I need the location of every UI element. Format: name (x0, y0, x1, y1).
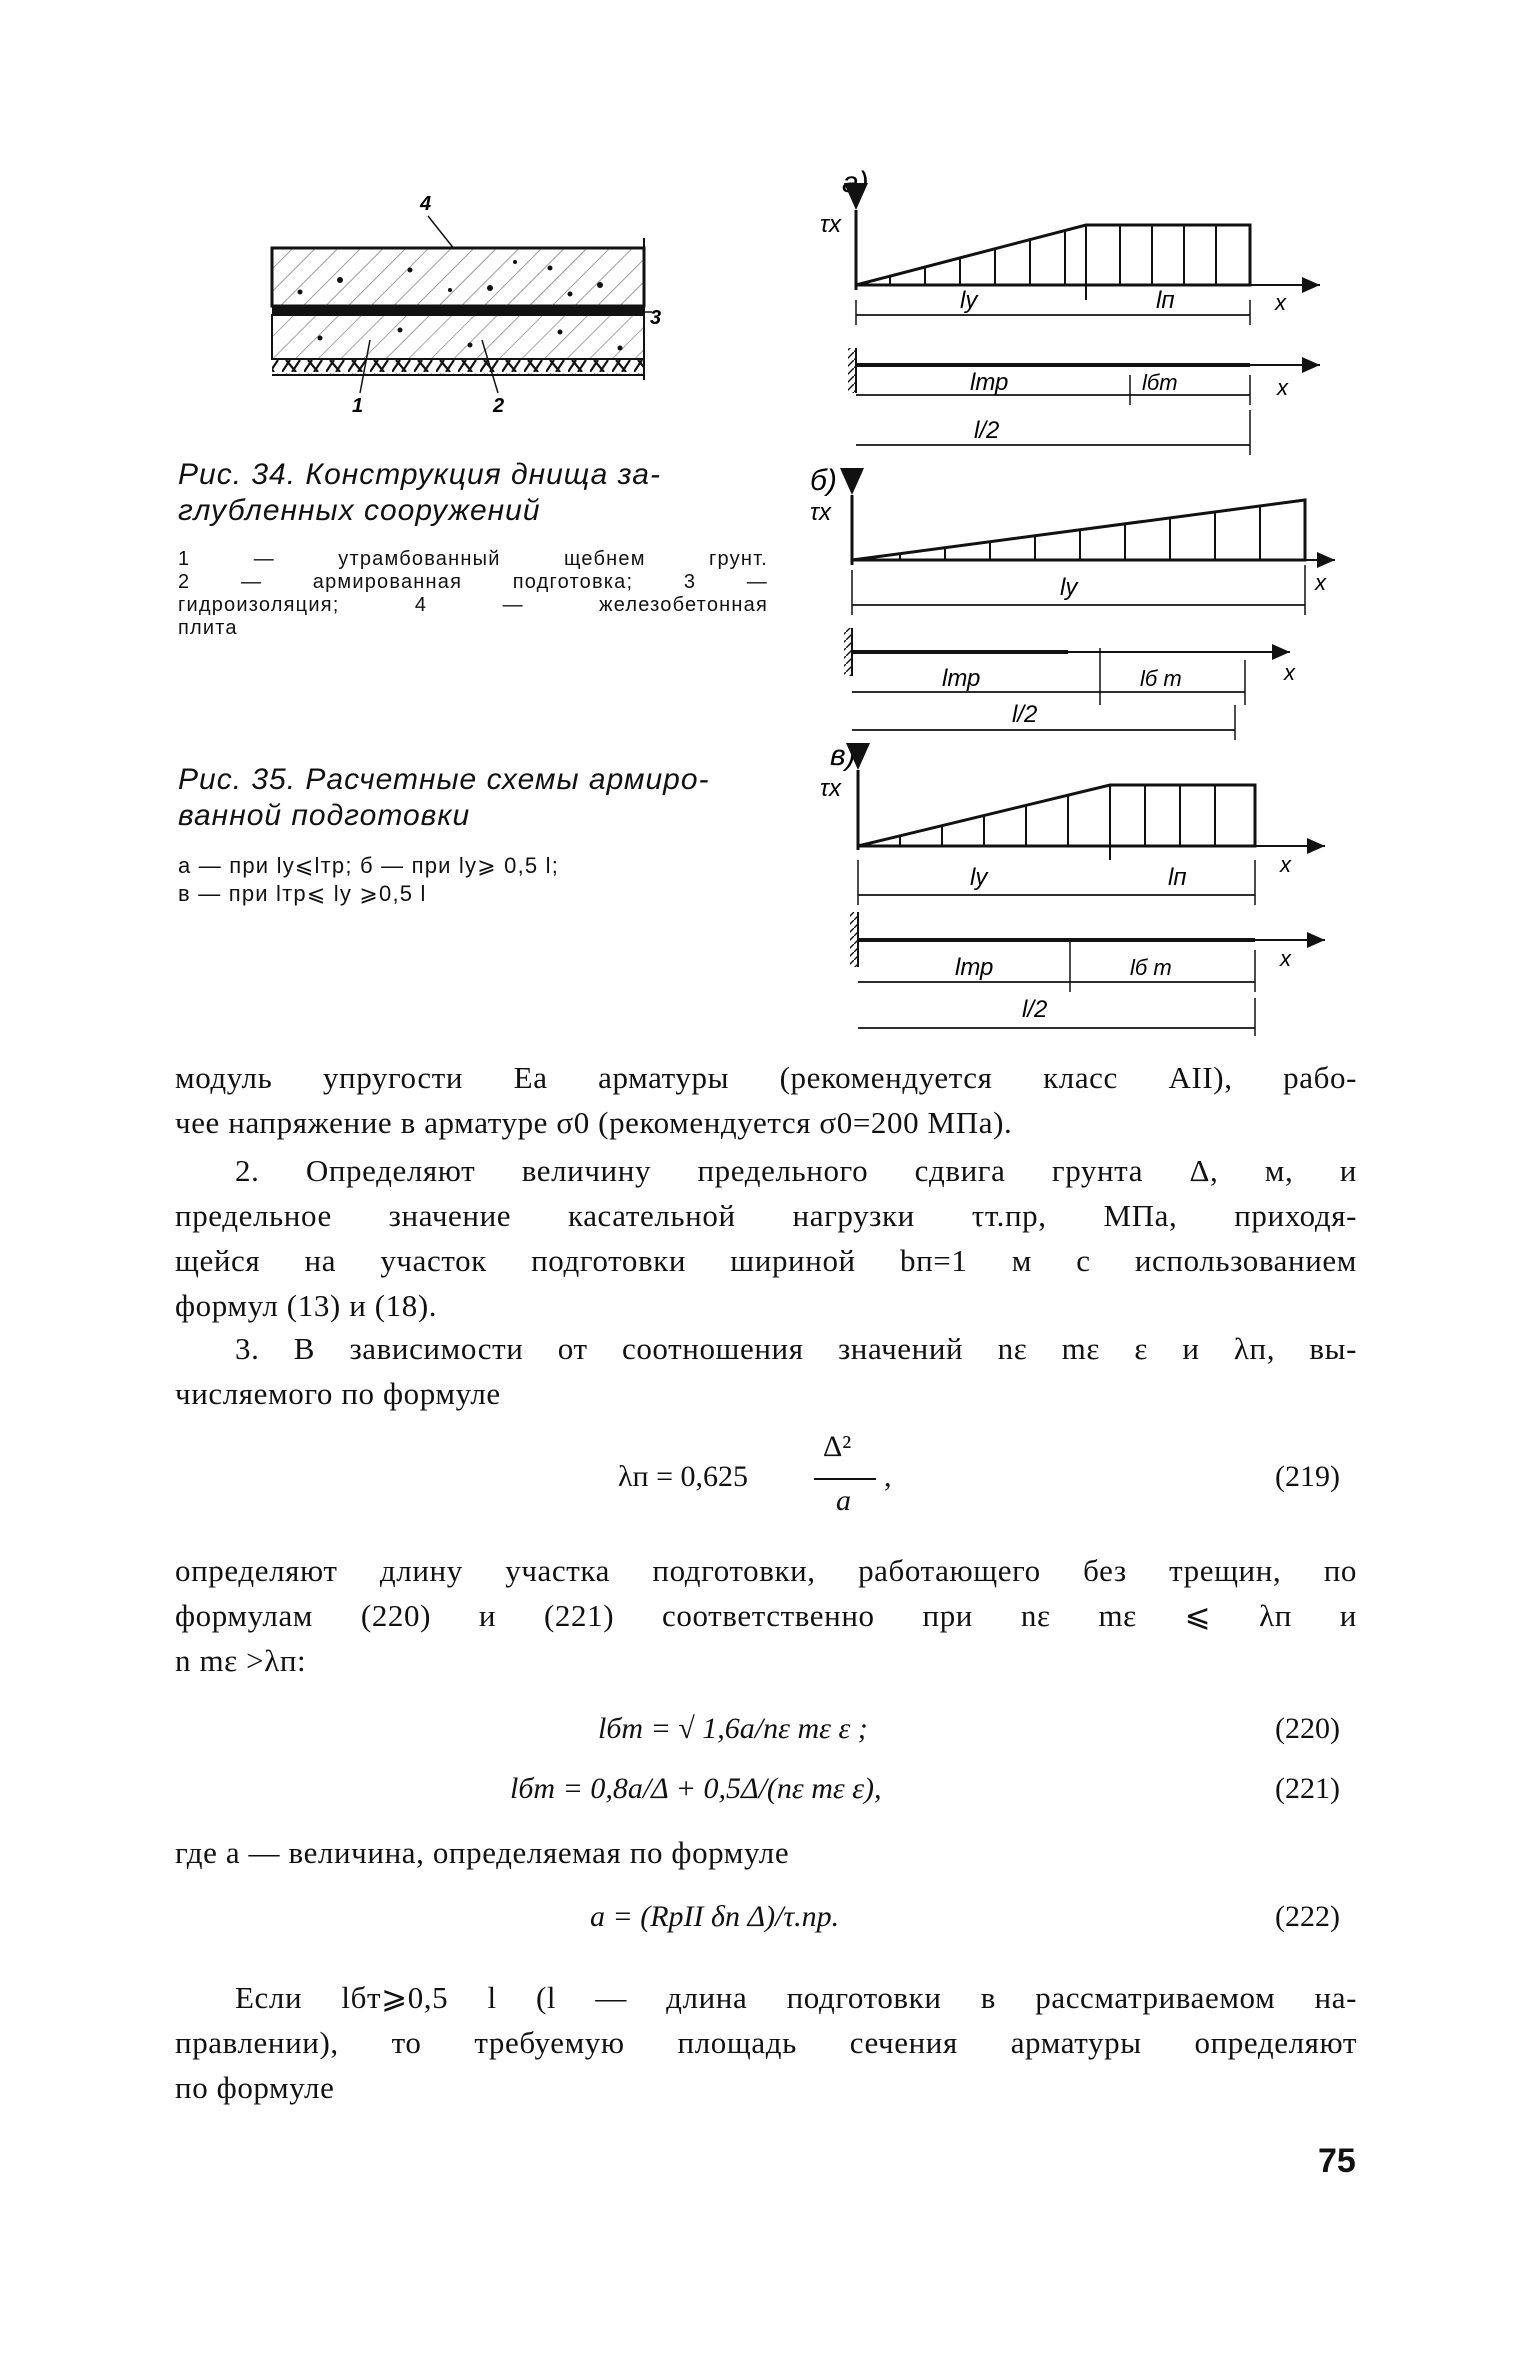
paragraph-2 (175, 1148, 1357, 1328)
paragraph-1-line1: модуль упругости Eа арматуры (рекомендуется класс AII), рабо- (175, 1060, 1357, 1095)
scheme-b-label: б) (810, 464, 837, 497)
formula-219 (618, 1430, 978, 1540)
fig35-legend-line1: а — при lу⩽lтр; б — при lу⩾ 0,5 l; (178, 853, 560, 878)
scheme-b-tau: τx (810, 499, 831, 526)
paragraph-3-line1: 3. В зависимости от соотношения значений nε mε ε и λп, вы- (235, 1331, 1357, 1366)
scheme-b-ly: lу (1060, 574, 1078, 601)
fig35-legend-line2: в — при lтр⩽ lу ⩾0,5 l (178, 881, 427, 906)
page-number: 75 (1318, 2142, 1356, 2180)
scheme-a-tau: τx (820, 211, 841, 238)
paragraph-3 (175, 1326, 1357, 1416)
scheme-a-ly: lу (960, 287, 978, 314)
paragraph-5-line1: где a — величина, определяемая по формуле (175, 1835, 790, 1870)
paragraph-1 (175, 1055, 1357, 1145)
formula-219-number: (219) (1275, 1460, 1340, 1493)
scheme-b-load (852, 500, 1305, 560)
scheme-v-ln: lп (1168, 864, 1187, 891)
scheme-v-ly: lу (970, 864, 988, 891)
scheme-a-ltr: lтр (970, 369, 1009, 396)
scheme-a-label: а) (842, 166, 869, 199)
paragraph-2-line4: формул (13) и (18). (175, 1288, 438, 1323)
fig35-caption-legend (178, 852, 768, 908)
fig35-caption-title (178, 762, 768, 834)
paragraph-3-line2: числяемого по формуле (175, 1376, 501, 1411)
fig34-legend-line4: плита (178, 617, 238, 639)
figure-35-drawing (790, 160, 1350, 1040)
scheme-a-load (856, 225, 1250, 285)
paragraph-6-line3: по формуле (175, 2070, 335, 2105)
paragraph-6-line2: правлении), то требуемую площадь сечения арматуры определяют (175, 2025, 1357, 2060)
compacted-soil (272, 359, 644, 375)
fig35-caption-title-line2: ванной подготовки (178, 799, 471, 832)
scheme-v-half: l/2 (1022, 996, 1048, 1023)
scheme-a-half: l/2 (974, 417, 1000, 444)
formula-219-numerator: Δ² (823, 1430, 852, 1463)
fig34-label-2: 2 (493, 395, 505, 417)
fig34-legend-line3: гидроизоляция; 4 — железобетонная (178, 594, 768, 616)
scheme-b-x2: x (1284, 660, 1295, 685)
scheme-b-lbt: lб т (1140, 666, 1182, 691)
paragraph-2-line2: предельное значение касательной нагрузки τт.пр, МПа, приходя- (175, 1198, 1357, 1233)
scheme-v-lbt: lб т (1130, 955, 1172, 980)
fig34-caption-title-line2: глубленных сооружений (178, 494, 541, 527)
fig34-legend-line2: 2 — армированная подготовка; 3 — (178, 571, 768, 593)
formula-222: a = (RpII δп Δ)/τ.пр. (590, 1900, 840, 1933)
paragraph-1-line2: чее напряжение в арматуре σ0 (рекомендуется σ0=200 МПа). (175, 1105, 1013, 1140)
paragraph-2-line1: 2. Определяют величину предельного сдвига грунта Δ, м, и (235, 1153, 1357, 1188)
fig34-label-3: 3 (650, 307, 662, 329)
paragraph-2-line3: щейся на участок подготовки шириной bп=1 м с использованием (175, 1243, 1357, 1278)
paragraph-6 (175, 1975, 1357, 2110)
formula-219-tail: , (884, 1460, 892, 1493)
formula-220-number: (220) (1275, 1712, 1340, 1745)
scheme-v-x1: x (1280, 852, 1291, 877)
paragraph-4-line1: определяют длину участка подготовки, работающего без трещин, по (175, 1553, 1357, 1588)
formula-221-number: (221) (1275, 1772, 1340, 1805)
scheme-a-lbt: lбт (1142, 370, 1178, 395)
scheme-v-label: в) (830, 739, 856, 772)
paragraph-6-line1: Если lбт⩾0,5 l (l — длина подготовки в рассматриваемом на- (235, 1980, 1357, 2015)
fig34-caption-title-line1: Рис. 34. Конструкция днища за- (178, 458, 661, 491)
waterproofing-layer (272, 306, 644, 315)
paragraph-4-line2: формулам (220) и (221) соответственно при nε mε ⩽ λп и (175, 1598, 1357, 1633)
formula-222-number: (222) (1275, 1900, 1340, 1933)
paragraph-4 (175, 1548, 1357, 1683)
formula-221: lбт = 0,8a/Δ + 0,5Δ/(nε mε ε), (510, 1772, 882, 1805)
fig35-caption-title-line1: Рис. 35. Расчетные схемы армиро- (178, 763, 710, 796)
fig34-label-4: 4 (420, 193, 432, 215)
formula-219-lhs: λп = 0,625 (618, 1460, 749, 1493)
scheme-a-x1: x (1275, 290, 1286, 315)
fig34-label-1: 1 (352, 395, 364, 417)
scheme-b-x1: x (1315, 570, 1326, 595)
paragraph-4-line3: n mε >λп: (175, 1643, 307, 1678)
scheme-b-ltr: lтр (942, 665, 981, 692)
formula-220: lбт = √ 1,6a/nε mε ε ; (598, 1712, 868, 1745)
scheme-v-ltr: lтр (955, 954, 994, 981)
fig34-caption-title (178, 457, 768, 529)
scheme-v-load (858, 785, 1255, 846)
fig34-legend-line1: 1 — утрамбованный щебнем грунт. (178, 548, 768, 570)
paragraph-5 (175, 1830, 1357, 1875)
scheme-b-half: l/2 (1012, 701, 1038, 728)
formula-219-denominator: a (836, 1484, 851, 1517)
scheme-v-tau: τx (820, 775, 841, 802)
figure-34-drawing (260, 190, 680, 420)
fig34-caption-legend (178, 548, 768, 640)
formula-219-fraction-bar (814, 1478, 876, 1480)
scheme-a-ln: lп (1156, 287, 1175, 314)
scheme-v-x2: x (1280, 946, 1291, 971)
scheme-a-x2: x (1277, 375, 1288, 400)
